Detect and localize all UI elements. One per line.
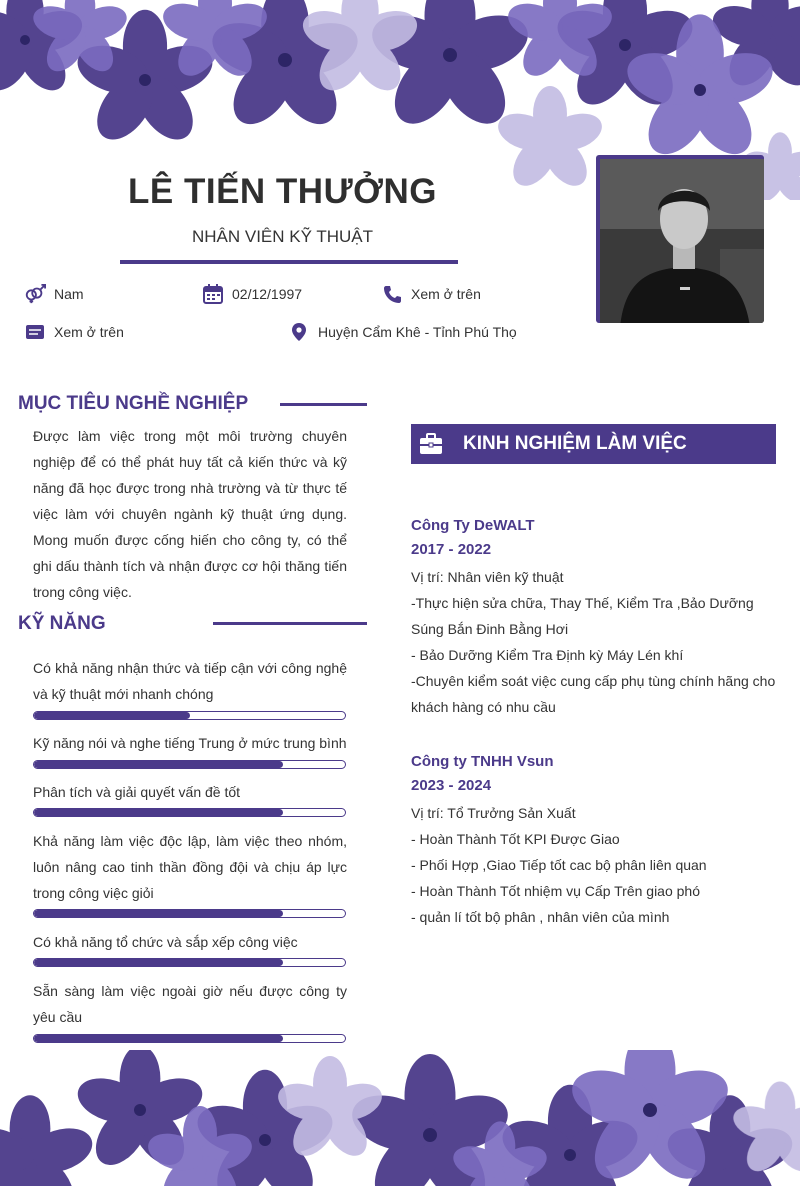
- job-detail: - quản lí tốt bộ phân , nhân viên của mình: [411, 909, 670, 925]
- skill-level-bar: [33, 808, 346, 817]
- skills-title: KỸ NĂNG: [18, 613, 106, 634]
- birthday-value: 02/12/1997: [232, 286, 303, 302]
- skill-level-fill: [34, 761, 283, 768]
- experience-header: [411, 424, 776, 464]
- skill-level-bar: [33, 909, 346, 918]
- job-detail: -Chuyên kiểm soát việc cung cấp phụ tùng chính hãng cho khách hàng có nhu cầu: [411, 673, 776, 715]
- skills-divider: [213, 622, 367, 625]
- objective-title: MỤC TIÊU NGHỀ NGHIỆP: [18, 393, 249, 414]
- skill-level-bar: [33, 711, 346, 720]
- title-divider: [120, 260, 458, 264]
- job-detail: - Hoàn Thành Tốt KPI Được Giao: [411, 831, 620, 847]
- skill-text: Kỹ năng nói và nghe tiếng Trung ở mức trung bình: [33, 735, 347, 751]
- skill-text: Phân tích và giải quyết vấn đề tốt: [33, 784, 241, 800]
- job-detail: -Thực hiện sửa chữa, Thay Thế, Kiểm Tra ,Bảo Dưỡng Súng Bắn Đinh Bằng Hơi: [411, 595, 754, 637]
- briefcase-icon: [419, 433, 443, 455]
- skill-level-fill: [34, 1035, 283, 1042]
- skill-level-fill: [34, 809, 283, 816]
- job-entry: [411, 750, 783, 930]
- skill-text: Có khả năng nhận thức và tiếp cận với công nghệ và kỹ thuật mới nhanh chóng: [33, 660, 347, 702]
- skill-text: Sẵn sàng làm việc ngoài giờ nếu được công ty yêu cầu: [33, 983, 347, 1025]
- objective-text: Được làm việc trong một môi trường chuyên nghiệp để có thể phát huy tất cả kiến thức và kỹ năng đã học được trong nhà trường và từ thực tế việc làm với chuyên ngành kỹ thuật ứng dụng. Mong muốn được cống hiến cho công ty, có thể ghi dấu thành tích và nhận được cơ hội thăng tiến trong công việc.: [33, 428, 347, 600]
- skill-text: Khả năng làm việc độc lập, làm việc theo nhóm, luôn nâng cao tinh thần đồng đội và chịu áp lực trong công việc giỏi: [33, 833, 347, 901]
- job-period: 2017 - 2022: [411, 541, 492, 558]
- email-value: Xem ở trên: [54, 324, 124, 340]
- location-pin-icon: [288, 322, 310, 342]
- skill-text: Có khả năng tổ chức và sắp xếp công việc: [33, 934, 298, 950]
- skill-level-fill: [34, 712, 190, 719]
- job-period: 2023 - 2024: [411, 777, 492, 794]
- experience-title: KINH NGHIỆM LÀM VIỆC: [463, 433, 687, 454]
- job-title: NHÂN VIÊN KỸ THUẬT: [191, 227, 374, 246]
- profile-photo: [596, 155, 764, 323]
- email-icon: [24, 322, 46, 342]
- bottom-flower-decoration: [0, 1050, 800, 1186]
- job-detail: - Bảo Dưỡng Kiểm Tra Định kỳ Máy Lén khí: [411, 647, 684, 663]
- portrait-illustration: [600, 159, 764, 323]
- skill-level-bar: [33, 760, 346, 769]
- gender-icon: [24, 284, 46, 304]
- skill-level-fill: [34, 959, 283, 966]
- address-value: Huyện Cẩm Khê - Tỉnh Phú Thọ: [318, 324, 517, 340]
- gender-value: Nam: [54, 286, 84, 302]
- job-detail: Vị trí: Tổ Trưởng Sản Xuất: [411, 805, 576, 821]
- skill-level-bar: [33, 1034, 346, 1043]
- email-info: [24, 322, 124, 342]
- company-name: Công ty TNHH Vsun: [411, 753, 554, 770]
- phone-icon: [381, 284, 403, 304]
- job-detail: - Hoàn Thành Tốt nhiệm vụ Cấp Trên giao phó: [411, 883, 700, 899]
- address-info: [288, 322, 517, 342]
- company-name: Công Ty DeWALT: [411, 517, 535, 534]
- job-detail: - Phối Hợp ,Giao Tiếp tốt cac bộ phân liên quan: [411, 857, 707, 873]
- job-detail: Vị trí: Nhân viên kỹ thuật: [411, 569, 564, 585]
- candidate-name: LÊ TIẾN THƯỞNG: [128, 172, 437, 211]
- phone-info: [381, 284, 481, 304]
- skill-level-fill: [34, 910, 283, 917]
- objective-divider: [280, 403, 367, 406]
- gender-info: [24, 284, 84, 304]
- calendar-icon: [202, 284, 224, 304]
- birthday-info: [202, 284, 302, 304]
- phone-value: Xem ở trên: [411, 286, 481, 302]
- job-entry: [411, 514, 783, 720]
- skill-level-bar: [33, 958, 346, 967]
